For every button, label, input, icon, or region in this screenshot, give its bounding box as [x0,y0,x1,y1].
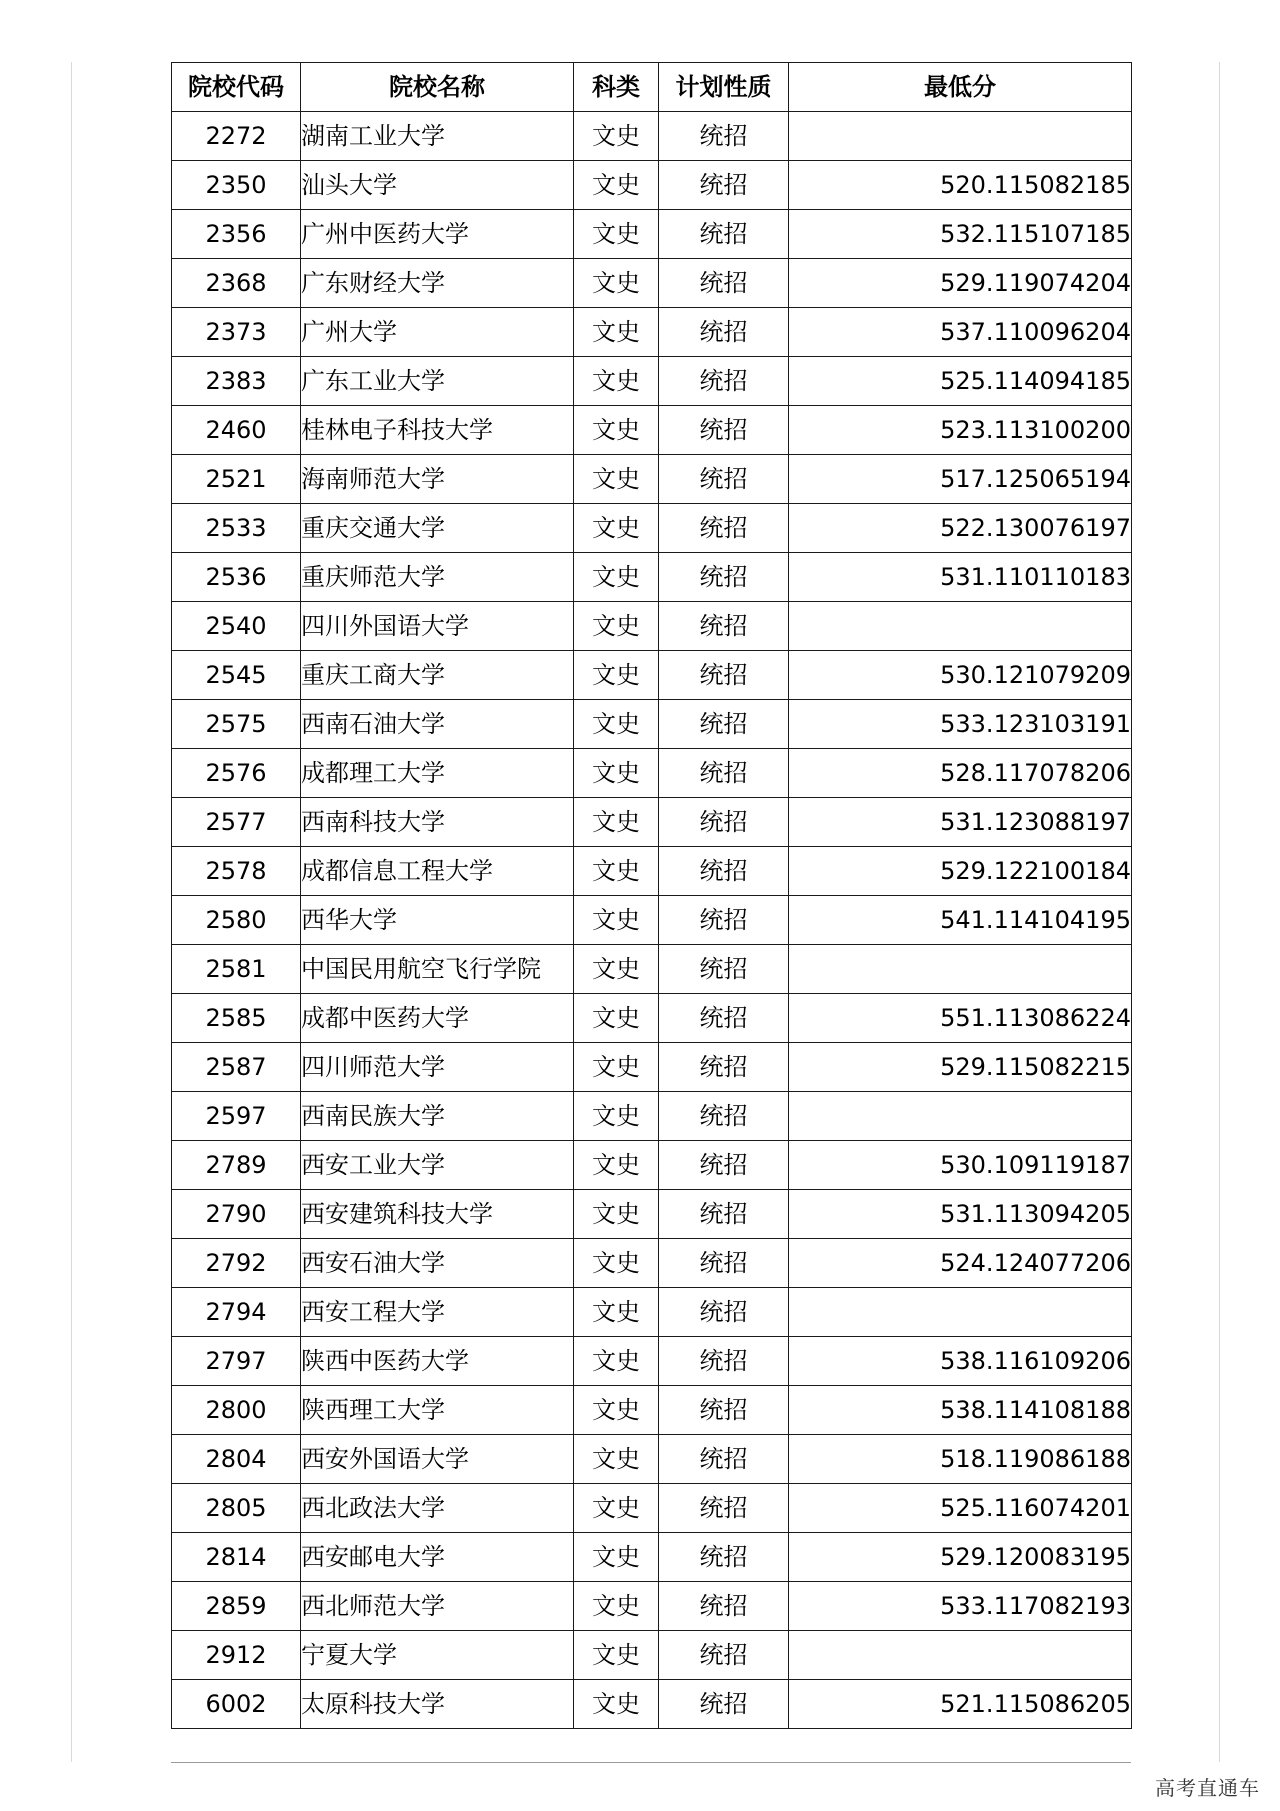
cell-min-score: 525.114094185 [789,357,1132,406]
cell-school-name: 桂林电子科技大学 [301,406,574,455]
cell-min-score: 538.116109206 [789,1337,1132,1386]
cell-min-score: 524.124077206 [789,1239,1132,1288]
cell-school-name: 广东财经大学 [301,259,574,308]
cell-school-name: 广州大学 [301,308,574,357]
cell-plan-type: 统招 [659,259,789,308]
cell-min-score: 530.109119187 [789,1141,1132,1190]
cell-school-code: 2800 [172,1386,301,1435]
cell-school-code: 2536 [172,553,301,602]
table-row [172,553,1132,602]
cell-category: 文史 [574,1092,659,1141]
cell-school-name: 西北师范大学 [301,1582,574,1631]
admission-score-table [171,62,1132,1729]
cell-school-code: 6002 [172,1680,301,1729]
cell-school-name: 湖南工业大学 [301,112,574,161]
cell-category: 文史 [574,945,659,994]
cell-school-code: 2540 [172,602,301,651]
cell-school-code: 2797 [172,1337,301,1386]
cell-school-name: 西南科技大学 [301,798,574,847]
cell-category: 文史 [574,553,659,602]
cell-min-score: 528.117078206 [789,749,1132,798]
page-border-left [71,62,72,1762]
cell-school-name: 西安邮电大学 [301,1533,574,1582]
cell-school-name: 陕西中医药大学 [301,1337,574,1386]
cell-category: 文史 [574,896,659,945]
cell-school-code: 2578 [172,847,301,896]
table-body [172,112,1132,1729]
cell-plan-type: 统招 [659,357,789,406]
cell-school-name: 宁夏大学 [301,1631,574,1680]
table-row [172,1092,1132,1141]
cell-category: 文史 [574,1582,659,1631]
cell-school-code: 2575 [172,700,301,749]
cell-school-code: 2804 [172,1435,301,1484]
table-row [172,1288,1132,1337]
cell-min-score: 531.110110183 [789,553,1132,602]
table-row [172,1484,1132,1533]
cell-category: 文史 [574,1288,659,1337]
page-border-right [1219,62,1220,1762]
cell-category: 文史 [574,847,659,896]
cell-school-code: 2789 [172,1141,301,1190]
cell-min-score [789,1092,1132,1141]
cell-school-name: 四川外国语大学 [301,602,574,651]
header-plan-type: 计划性质 [659,63,789,112]
table-row [172,210,1132,259]
cell-category: 文史 [574,357,659,406]
cell-school-name: 广东工业大学 [301,357,574,406]
cell-min-score: 551.113086224 [789,994,1132,1043]
cell-category: 文史 [574,1141,659,1190]
cell-plan-type: 统招 [659,1631,789,1680]
table-row [172,602,1132,651]
cell-school-code: 2792 [172,1239,301,1288]
header-row [172,63,1132,112]
cell-plan-type: 统招 [659,1484,789,1533]
cell-school-name: 成都信息工程大学 [301,847,574,896]
cell-min-score: 531.123088197 [789,798,1132,847]
cell-school-name: 海南师范大学 [301,455,574,504]
table-row [172,112,1132,161]
cell-school-name: 西安工业大学 [301,1141,574,1190]
page-footer-rule [171,1762,1131,1763]
cell-plan-type: 统招 [659,308,789,357]
table-row [172,1582,1132,1631]
table-row [172,1631,1132,1680]
cell-category: 文史 [574,700,659,749]
cell-min-score: 521.115086205 [789,1680,1132,1729]
cell-min-score: 525.116074201 [789,1484,1132,1533]
table-row [172,700,1132,749]
cell-school-code: 2576 [172,749,301,798]
cell-plan-type: 统招 [659,1239,789,1288]
cell-category: 文史 [574,798,659,847]
cell-category: 文史 [574,1435,659,1484]
cell-category: 文史 [574,259,659,308]
cell-school-code: 2350 [172,161,301,210]
cell-plan-type: 统招 [659,1435,789,1484]
cell-min-score [789,602,1132,651]
cell-school-code: 2533 [172,504,301,553]
cell-plan-type: 统招 [659,1141,789,1190]
cell-plan-type: 统招 [659,994,789,1043]
cell-min-score: 533.123103191 [789,700,1132,749]
cell-category: 文史 [574,406,659,455]
cell-school-code: 2859 [172,1582,301,1631]
cell-min-score [789,1631,1132,1680]
cell-category: 文史 [574,455,659,504]
table-row [172,1043,1132,1092]
cell-plan-type: 统招 [659,1288,789,1337]
header-school-name: 院校名称 [301,63,574,112]
table-row [172,798,1132,847]
cell-category: 文史 [574,602,659,651]
table-row [172,945,1132,994]
cell-school-name: 西北政法大学 [301,1484,574,1533]
cell-min-score: 518.119086188 [789,1435,1132,1484]
cell-school-code: 2356 [172,210,301,259]
table-row [172,1239,1132,1288]
cell-plan-type: 统招 [659,847,789,896]
header-min-score: 最低分 [789,63,1132,112]
cell-school-name: 西安建筑科技大学 [301,1190,574,1239]
cell-min-score [789,945,1132,994]
cell-category: 文史 [574,1631,659,1680]
table-row [172,847,1132,896]
cell-category: 文史 [574,749,659,798]
cell-category: 文史 [574,1680,659,1729]
cell-school-name: 西安石油大学 [301,1239,574,1288]
table-row [172,259,1132,308]
cell-plan-type: 统招 [659,1190,789,1239]
table-row [172,1337,1132,1386]
cell-school-code: 2383 [172,357,301,406]
cell-school-code: 2805 [172,1484,301,1533]
cell-min-score: 533.117082193 [789,1582,1132,1631]
cell-school-code: 2790 [172,1190,301,1239]
cell-min-score: 529.115082215 [789,1043,1132,1092]
cell-min-score [789,112,1132,161]
cell-school-name: 西华大学 [301,896,574,945]
cell-school-code: 2585 [172,994,301,1043]
cell-school-name: 西南民族大学 [301,1092,574,1141]
cell-school-code: 2368 [172,259,301,308]
cell-plan-type: 统招 [659,553,789,602]
cell-plan-type: 统招 [659,1337,789,1386]
cell-school-code: 2814 [172,1533,301,1582]
cell-min-score: 537.110096204 [789,308,1132,357]
table-row [172,357,1132,406]
header-category: 科类 [574,63,659,112]
cell-min-score: 522.130076197 [789,504,1132,553]
cell-plan-type: 统招 [659,700,789,749]
table-row [172,1141,1132,1190]
cell-plan-type: 统招 [659,455,789,504]
cell-school-code: 2587 [172,1043,301,1092]
cell-min-score: 538.114108188 [789,1386,1132,1435]
cell-school-code: 2581 [172,945,301,994]
cell-plan-type: 统招 [659,945,789,994]
cell-plan-type: 统招 [659,1582,789,1631]
table-row [172,1190,1132,1239]
cell-min-score: 517.125065194 [789,455,1132,504]
cell-plan-type: 统招 [659,1533,789,1582]
cell-category: 文史 [574,651,659,700]
cell-school-name: 重庆师范大学 [301,553,574,602]
cell-plan-type: 统招 [659,1386,789,1435]
cell-plan-type: 统招 [659,1680,789,1729]
cell-plan-type: 统招 [659,1043,789,1092]
table-row [172,406,1132,455]
table-row [172,504,1132,553]
cell-min-score: 531.113094205 [789,1190,1132,1239]
cell-category: 文史 [574,1484,659,1533]
cell-plan-type: 统招 [659,161,789,210]
cell-school-code: 2580 [172,896,301,945]
table-row [172,651,1132,700]
cell-category: 文史 [574,994,659,1043]
cell-school-name: 四川师范大学 [301,1043,574,1092]
table-row [172,455,1132,504]
cell-school-name: 陕西理工大学 [301,1386,574,1435]
cell-category: 文史 [574,112,659,161]
cell-school-name: 西安外国语大学 [301,1435,574,1484]
table-row [172,749,1132,798]
table-row [172,1435,1132,1484]
table-row [172,1533,1132,1582]
cell-min-score [789,1288,1132,1337]
cell-min-score: 520.115082185 [789,161,1132,210]
cell-min-score: 529.122100184 [789,847,1132,896]
cell-category: 文史 [574,161,659,210]
cell-min-score: 532.115107185 [789,210,1132,259]
cell-school-code: 2272 [172,112,301,161]
table-row [172,308,1132,357]
watermark-text: 高考直通车 [1155,1776,1260,1800]
cell-school-name: 重庆工商大学 [301,651,574,700]
cell-category: 文史 [574,1190,659,1239]
cell-school-code: 2912 [172,1631,301,1680]
table-row [172,896,1132,945]
cell-school-code: 2545 [172,651,301,700]
cell-category: 文史 [574,1386,659,1435]
cell-category: 文史 [574,504,659,553]
cell-school-code: 2577 [172,798,301,847]
cell-school-name: 成都理工大学 [301,749,574,798]
cell-category: 文史 [574,1533,659,1582]
cell-min-score: 523.113100200 [789,406,1132,455]
cell-school-name: 汕头大学 [301,161,574,210]
cell-category: 文史 [574,1337,659,1386]
cell-min-score: 529.120083195 [789,1533,1132,1582]
cell-plan-type: 统招 [659,896,789,945]
cell-school-name: 中国民用航空飞行学院 [301,945,574,994]
header-school-code: 院校代码 [172,63,301,112]
cell-category: 文史 [574,1043,659,1092]
cell-school-code: 2373 [172,308,301,357]
cell-school-name: 重庆交通大学 [301,504,574,553]
cell-school-code: 2794 [172,1288,301,1337]
table-row [172,161,1132,210]
cell-category: 文史 [574,308,659,357]
cell-school-name: 成都中医药大学 [301,994,574,1043]
cell-min-score: 530.121079209 [789,651,1132,700]
table-row [172,994,1132,1043]
cell-plan-type: 统招 [659,406,789,455]
cell-plan-type: 统招 [659,651,789,700]
cell-plan-type: 统招 [659,602,789,651]
cell-plan-type: 统招 [659,210,789,259]
cell-plan-type: 统招 [659,1092,789,1141]
cell-school-name: 广州中医药大学 [301,210,574,259]
table-row [172,1680,1132,1729]
cell-plan-type: 统招 [659,798,789,847]
cell-school-code: 2460 [172,406,301,455]
cell-category: 文史 [574,1239,659,1288]
table-header [172,63,1132,112]
cell-category: 文史 [574,210,659,259]
cell-school-name: 太原科技大学 [301,1680,574,1729]
cell-plan-type: 统招 [659,749,789,798]
cell-min-score: 541.114104195 [789,896,1132,945]
cell-plan-type: 统招 [659,504,789,553]
cell-plan-type: 统招 [659,112,789,161]
cell-school-name: 西南石油大学 [301,700,574,749]
cell-min-score: 529.119074204 [789,259,1132,308]
cell-school-name: 西安工程大学 [301,1288,574,1337]
table-row [172,1386,1132,1435]
cell-school-code: 2521 [172,455,301,504]
cell-school-code: 2597 [172,1092,301,1141]
